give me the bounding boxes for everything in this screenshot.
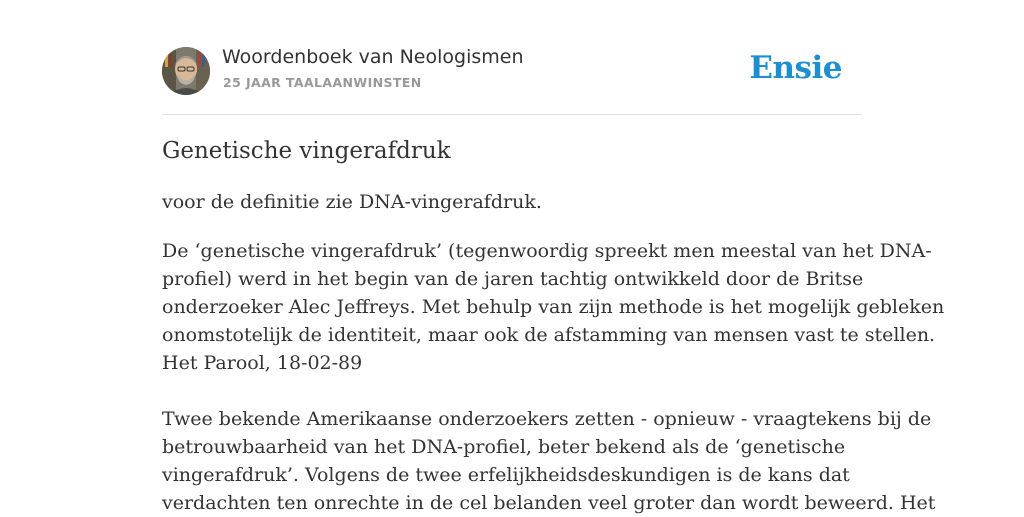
page-content: [162, 0, 945, 514]
quote-line: onderzoeker Alec Jeffreys. Met behulp van zijn methode is het mogelijk gebleken: [162, 296, 945, 318]
quote-line: onomstotelijk de identiteit, maar ook de afstamming van mensen vast te stellen.: [162, 324, 936, 346]
site-header: [162, 0, 862, 115]
quote-block: [162, 405, 936, 517]
quote-line: betrouwbaarheid van het DNA-profiel, beter bekend als de ‘genetische: [162, 436, 846, 458]
quote-line: De ‘genetische vingerafdruk’ (tegenwoordig spreekt men meestal van het DNA-: [162, 240, 932, 262]
avatar[interactable]: [162, 47, 210, 95]
quote-block: [162, 237, 945, 377]
site-subtitle: 25 JAAR TAALAANWINSTEN: [223, 75, 422, 90]
ensie-logo-link[interactable]: Ensie: [749, 50, 842, 86]
quote-source: Het Parool, 18-02-89: [162, 352, 363, 374]
entry-title: Genetische vingerafdruk: [162, 138, 451, 164]
quote-line: vingerafdruk’. Volgens de twee erfelijkheidsdeskundigen is de kans dat: [162, 464, 850, 486]
site-title[interactable]: Woordenboek van Neologismen: [222, 46, 524, 68]
entry-definition: voor de definitie zie DNA-vingerafdruk.: [162, 191, 542, 213]
quote-line: Twee bekende Amerikaanse onderzoekers zetten - opnieuw - vraagtekens bij de: [162, 408, 932, 430]
quote-line: profiel) werd in het begin van de jaren tachtig ontwikkeld door de Britse: [162, 268, 864, 290]
quote-line: verdachten ten onrechte in de cel belanden veel groter dan wordt beweerd. Het: [162, 492, 936, 514]
